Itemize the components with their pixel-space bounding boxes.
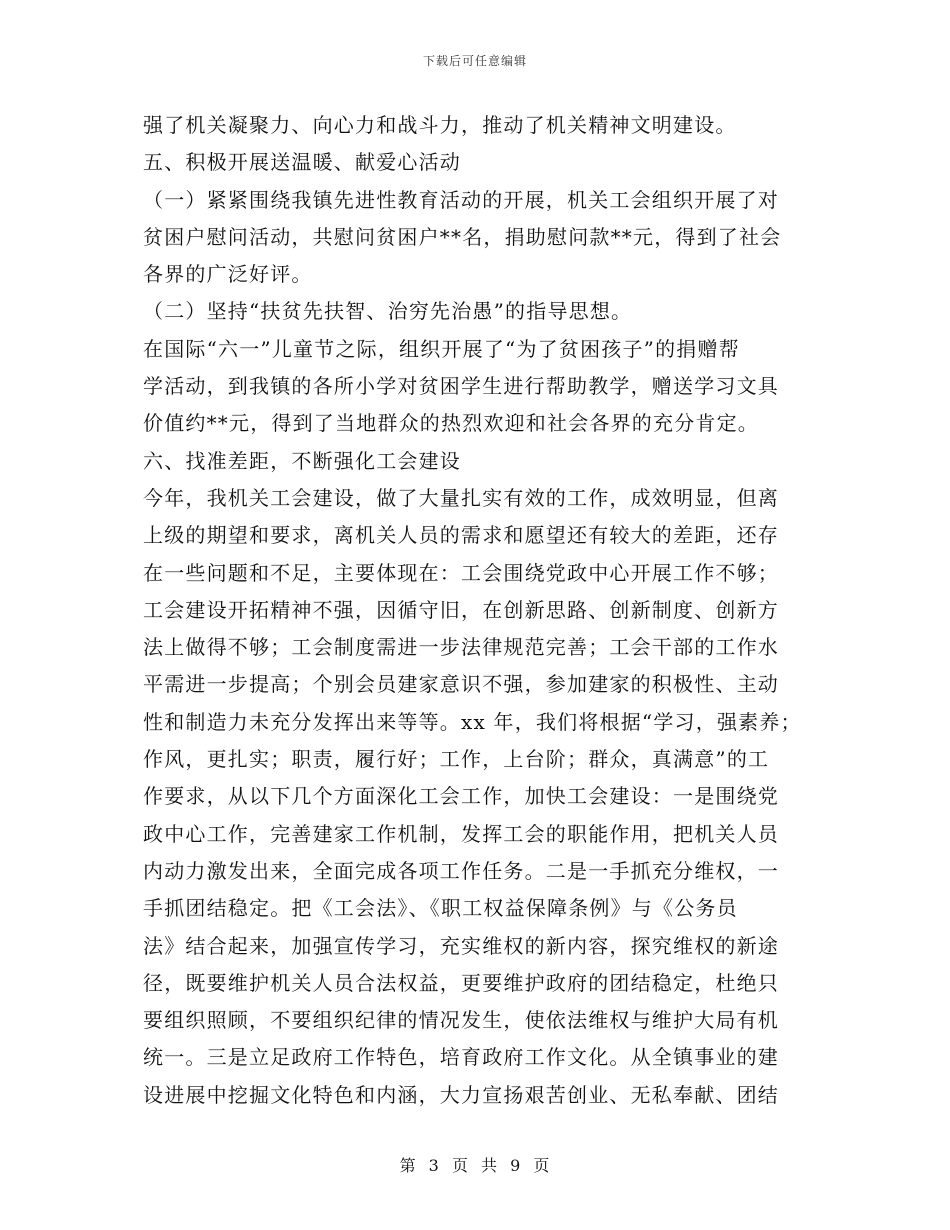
section-heading: 五、积极开展送温暖、献爱心活动 (143, 150, 461, 175)
body-line: 要组织照顾，不要组织纪律的情况发生，使依法维权与维护大局有机 (143, 1008, 779, 1033)
body-line: 在一些问题和不足，主要体现在：工会围绕党政中心开展工作不够； (143, 560, 779, 585)
body-line: 设进展中挖掘文化特色和内涵，大力宣扬艰苦创业、无私奉献、团结 (143, 1082, 779, 1107)
body-line: 价值约**元，得到了当地群众的热烈欢迎和社会各界的充分肯定。 (143, 411, 759, 436)
body-line: 今年，我机关工会建设，做了大量扎实有效的工作，成效明显，但离 (143, 485, 779, 510)
page-header: 下载后可任意编辑 (422, 54, 527, 68)
body-line: 法上做得不够；工会制度需进一步法律规范完善；工会干部的工作水 (143, 635, 779, 660)
body-line: （二）坚持“扶贫先扶智、治穷先治愚”的指导思想。 (143, 299, 633, 324)
body-line: 学活动，到我镇的各所小学对贫困学生进行帮助教学，赠送学习文具 (143, 374, 779, 399)
body-line: 作要求，从以下几个方面深化工会工作，加快工会建设：一是围绕党 (143, 784, 779, 809)
body-line: 手抓团结稳定。把《工会法》、《职工权益保障条例》与《公务员 (143, 896, 738, 921)
body-line: （一）紧紧围绕我镇先进性教育活动的开展，机关工会组织开展了对 (143, 187, 779, 212)
body-line: 平需进一步提高；个别会员建家意识不强，参加建家的积极性、主动 (143, 672, 779, 697)
body-line: 贫困户慰问活动，共慰问贫困户**名，捐助慰问款**元，得到了社会 (143, 224, 782, 249)
document-body (143, 107, 818, 1114)
section-heading: 六、找准差距，不断强化工会建设 (143, 448, 461, 473)
body-line: 上级的期望和要求，离机关人员的需求和愿望还有较大的差距，还存 (143, 523, 779, 548)
body-line: 政中心工作，完善建家工作机制，发挥工会的职能作用，把机关人员 (143, 821, 779, 846)
body-line: 法》结合起来，加强宣传学习，充实维权的新内容，探究维权的新途 (143, 933, 779, 958)
body-line: 工会建设开拓精神不强，因循守旧，在创新思路、创新制度、创新方 (143, 597, 779, 622)
body-line: 统一。三是立足政府工作特色，培育政府工作文化。从全镇事业的建 (143, 1045, 779, 1070)
body-line: 在国际“六一”儿童节之际，组织开展了“为了贫困孩子”的捐赠帮 (143, 336, 740, 361)
body-line: 径，既要维护机关人员合法权益，更要维护政府的团结稳定，杜绝只 (143, 970, 779, 995)
body-line: 作风，更扎实；职责，履行好；工作，上台阶；群众，真满意”的工 (143, 747, 770, 772)
body-line: 性和制造力未充分发挥出来等等。xx 年，我们将根据“学习，强素养； (143, 709, 802, 734)
body-line: 各界的广泛好评。 (143, 262, 313, 287)
body-line: 内动力激发出来，全面完成各项工作任务。二是一手抓充分维权，一 (143, 858, 779, 883)
body-line: 强了机关凝聚力、向心力和战斗力，推动了机关精神文明建设。 (143, 113, 737, 137)
page-number-footer: 第 3 页 共 9 页 (399, 1156, 551, 1175)
